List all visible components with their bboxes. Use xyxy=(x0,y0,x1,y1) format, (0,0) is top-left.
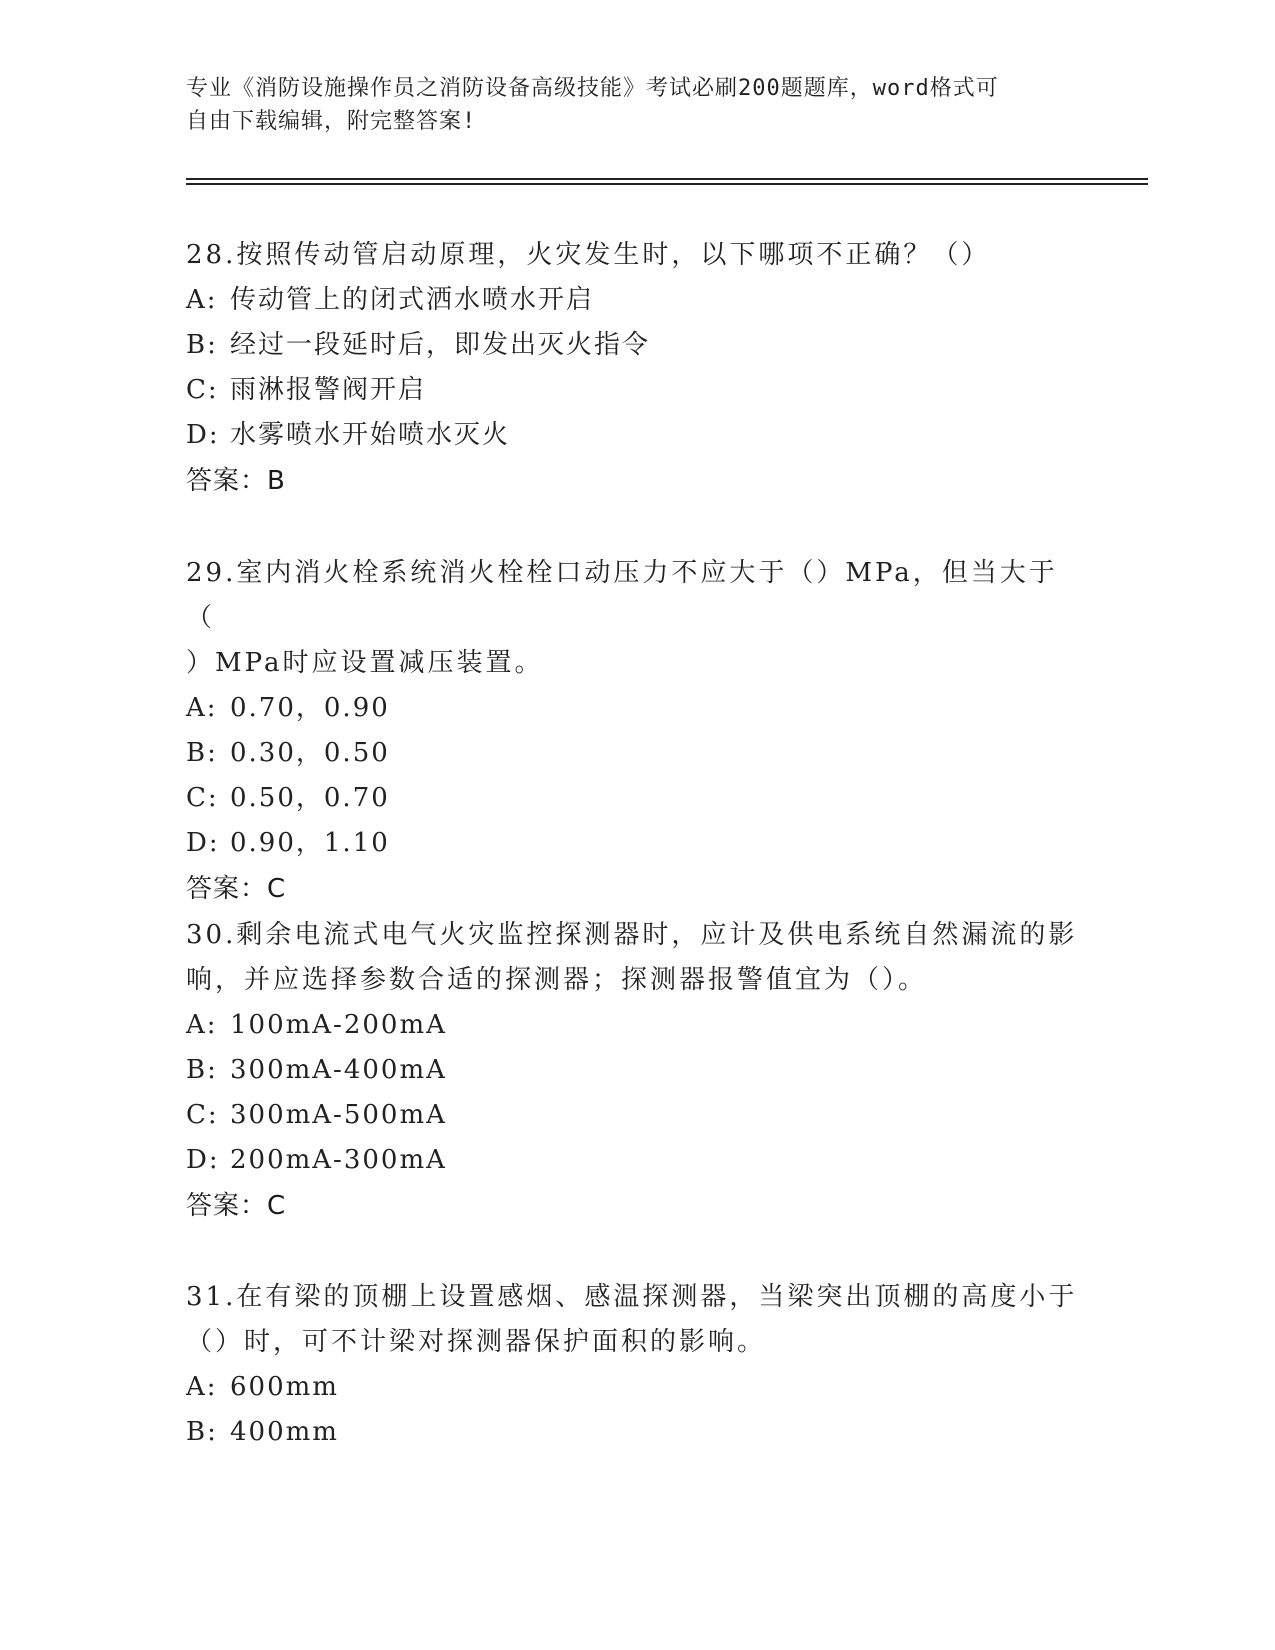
question-29 xyxy=(186,551,1086,912)
option-text: 0.90，1.10 xyxy=(230,828,390,858)
option-letter: A: xyxy=(186,693,218,723)
option-d xyxy=(186,413,1086,458)
option-letter: B: xyxy=(186,1055,218,1085)
question-text-line-2: （）时，可不计梁对探测器保护面积的影响。 xyxy=(186,1327,767,1357)
header-line-2: 自由下载编辑，附完整答案! xyxy=(186,109,477,134)
option-b xyxy=(186,731,1086,776)
option-text: 0.30，0.50 xyxy=(230,738,390,768)
question-text-line-2: ）MPa时应设置减压装置。 xyxy=(186,648,544,678)
option-d xyxy=(186,1138,1086,1183)
option-letter: D: xyxy=(186,420,220,450)
answer-line: 答案：B xyxy=(186,466,286,496)
option-b xyxy=(186,1410,1086,1455)
option-letter: C: xyxy=(186,375,219,405)
option-b xyxy=(186,1048,1086,1093)
answer-line: 答案：C xyxy=(186,874,287,904)
option-d xyxy=(186,821,1086,866)
option-text: 100mA-200mA xyxy=(230,1010,447,1040)
option-letter: B: xyxy=(186,330,218,360)
question-text-line-1: 29.室内消火栓系统消火栓栓口动压力不应大于（）MPa，但当大于（ xyxy=(186,558,1058,633)
question-text-line-1: 30.剩余电流式电气火灾监控探测器时，应计及供电系统自然漏流的影 xyxy=(186,920,1078,950)
option-b xyxy=(186,323,1086,368)
question-31 xyxy=(186,1275,1086,1455)
question-text-line-1: 31.在有梁的顶棚上设置感烟、感温探测器，当梁突出顶棚的高度小于 xyxy=(186,1282,1078,1312)
option-c xyxy=(186,1093,1086,1138)
option-letter: A: xyxy=(186,1010,218,1040)
option-letter: C: xyxy=(186,1100,219,1130)
option-text: 水雾喷水开始喷水灭火 xyxy=(230,420,511,450)
answer-line: 答案：C xyxy=(186,1191,287,1221)
option-text: 600mm xyxy=(230,1372,339,1402)
option-a xyxy=(186,686,1086,731)
option-text: 雨淋报警阀开启 xyxy=(230,375,427,405)
option-text: 0.50，0.70 xyxy=(230,783,390,813)
option-text: 传动管上的闭式洒水喷水开启 xyxy=(230,285,595,315)
option-letter: A: xyxy=(186,285,218,315)
option-c xyxy=(186,776,1086,821)
option-a xyxy=(186,278,1086,323)
option-text: 300mA-500mA xyxy=(230,1100,447,1130)
option-text: 0.70，0.90 xyxy=(230,693,390,723)
option-text: 经过一段延时后，即发出灭火指令 xyxy=(230,330,651,360)
option-text: 400mm xyxy=(230,1417,339,1447)
option-letter: D: xyxy=(186,828,220,858)
option-letter: D: xyxy=(186,1145,220,1175)
option-a xyxy=(186,1365,1086,1410)
option-letter: C: xyxy=(186,783,219,813)
header-line-1: 专业《消防设施操作员之消防设备高级技能》考试必刷200题题库，word格式可 xyxy=(186,76,999,101)
option-c xyxy=(186,368,1086,413)
option-text: 200mA-300mA xyxy=(230,1145,447,1175)
document-header xyxy=(186,72,1086,138)
question-text-line-2: 响，并应选择参数合适的探测器；探测器报警值宜为（）。 xyxy=(186,965,928,995)
header-divider-bottom xyxy=(186,183,1148,185)
option-letter: A: xyxy=(186,1372,218,1402)
question-text: 28.按照传动管启动原理，火灾发生时，以下哪项不正确？（） xyxy=(186,240,991,270)
question-30 xyxy=(186,913,1086,1229)
option-letter: B: xyxy=(186,738,218,768)
option-a xyxy=(186,1003,1086,1048)
question-28 xyxy=(186,233,1086,504)
header-divider-top xyxy=(186,178,1148,180)
option-letter: B: xyxy=(186,1417,218,1447)
option-text: 300mA-400mA xyxy=(230,1055,447,1085)
